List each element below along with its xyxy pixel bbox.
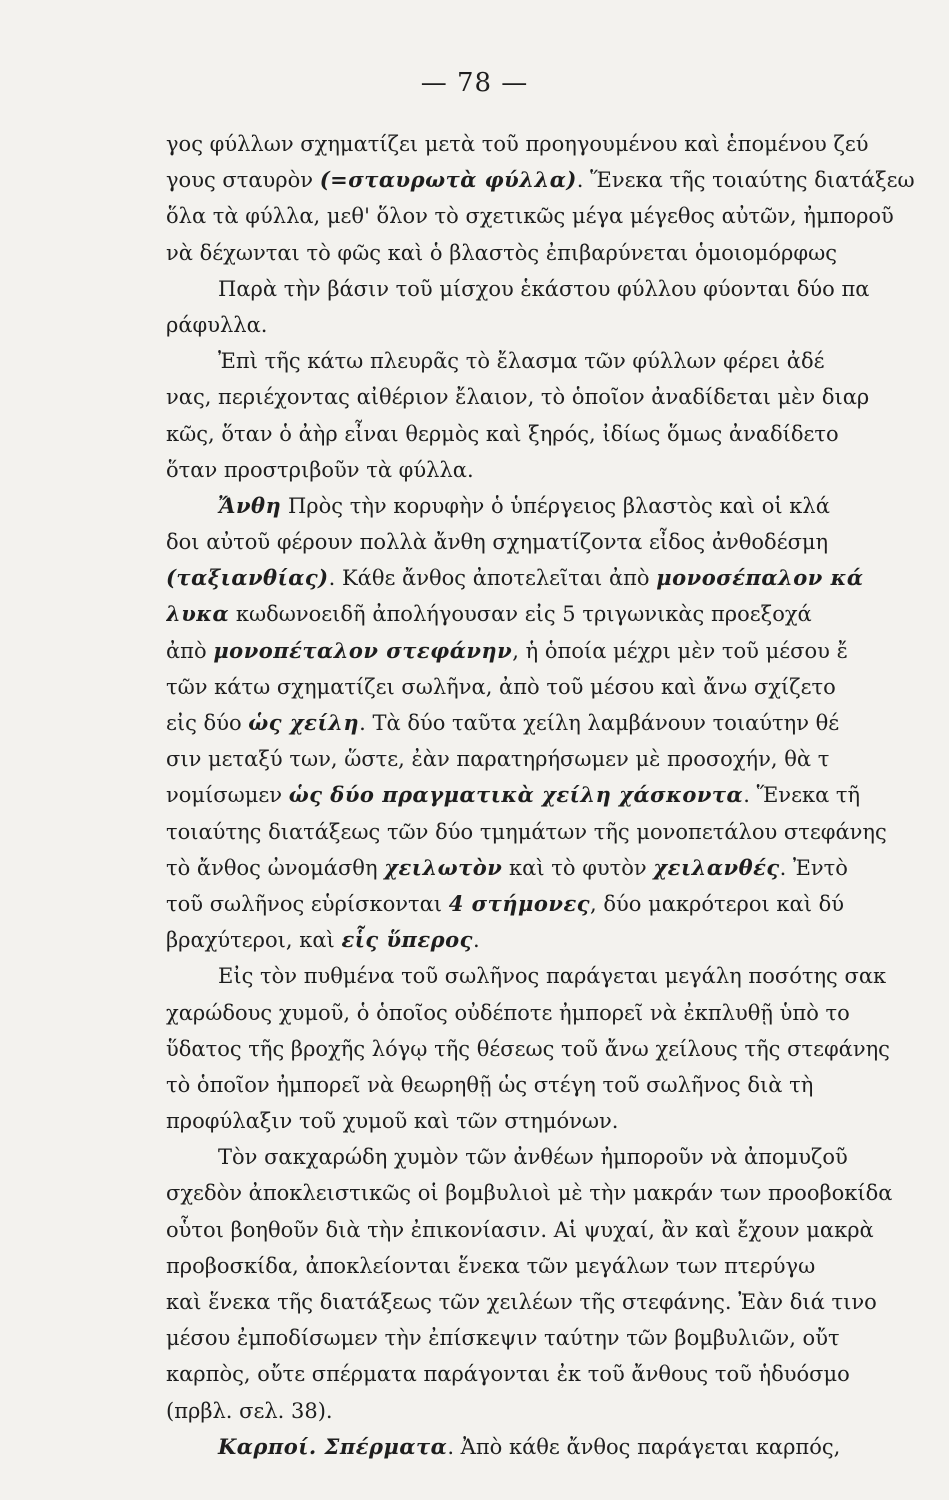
text-segment: τοιαύτης διατάξεως τῶν δύο τμημάτων τῆς μονοπετάλου στεφάνης <box>166 819 887 844</box>
text-segment: τοῦ σωλῆνος εὑρίσκονται <box>166 891 449 916</box>
text-line <box>166 1212 949 1248</box>
emphasized-text: χειλανθές <box>653 854 780 880</box>
text-segment: τὸ ὁποῖον ἠμπορεῖ νὰ θεωρηθῇ ὡς στέγη τοῦ σωλῆνος διὰ τὴ <box>166 1072 814 1097</box>
text-line <box>166 235 949 271</box>
text-line <box>166 705 949 741</box>
text-line <box>166 1067 949 1103</box>
text-segment: . Κάθε ἄνθος ἀποτελεῖται ἀπὸ <box>328 566 657 591</box>
emphasized-text: ὡς δύο πραγματικὰ χείλη χάσκοντα <box>288 782 744 808</box>
emphasized-text: ὡς χείλη <box>248 710 360 735</box>
text-segment: ράφυλλα. <box>166 312 268 337</box>
text-segment: Εἰς τὸν πυθμένα τοῦ σωλῆνος παράγεται μεγάλη ποσότης σακ <box>218 964 887 989</box>
text-segment: βραχύτεροι, καὶ <box>166 928 342 953</box>
text-line <box>166 560 949 596</box>
text-segment: νομίσωμεν <box>166 783 289 808</box>
text-line <box>166 669 949 705</box>
text-segment: σχεδὸν ἀποκλειστικῶς οἱ βομβυλιοὶ μὲ τὴν μακράν των προοβοκίδα <box>166 1181 893 1206</box>
text-line <box>166 1284 949 1320</box>
emphasized-text: εἷς ὕπερος <box>341 927 473 953</box>
text-line <box>166 958 949 994</box>
emphasized-text: (ταξιανθίας) <box>166 565 329 591</box>
emphasized-text: Καρποί. Σπέρματα <box>218 1433 448 1459</box>
text-segment: χαρώδους χυμοῦ, ὁ ὁποῖος οὐδέποτε ἠμπορεῖ νὰ ἐκπλυθῇ ὑπὸ το <box>166 1000 850 1025</box>
text-segment: νας, περιέχοντας αἰθέριον ἔλαιον, τὸ ὁποῖον ἀναδίδεται μὲν διαρ <box>166 385 870 410</box>
text-line <box>166 1175 949 1211</box>
text-segment: μέσου ἐμποδίσωμεν τὴν ἐπίσκεψιν ταύτην τῶν βομβυλιῶν, οὔτ <box>166 1326 840 1351</box>
text-segment: Παρὰ τὴν βάσιν τοῦ μίσχου ἑκάστου φύλλου φύονται δύο πα <box>218 276 870 301</box>
text-line <box>166 777 949 813</box>
text-segment: κωδωνοειδῆ ἀπολήγουσαν εἰς 5 τριγωνικὰς προεξοχά <box>229 602 812 627</box>
text-segment: γος φύλλων σχηματίζει μετὰ τοῦ προηγουμένου καὶ ἑπομένου ζεύ <box>166 132 869 156</box>
emphasized-text: 4 στήμονες <box>448 890 591 916</box>
text-segment: εἰς δύο <box>166 711 249 735</box>
text-line <box>166 307 949 343</box>
text-line <box>166 524 949 560</box>
text-line <box>166 1356 949 1392</box>
emphasized-text: χειλωτὸν <box>384 854 503 880</box>
text-line <box>166 633 949 669</box>
emphasized-text: λυκα <box>166 601 230 627</box>
text-line <box>166 886 949 922</box>
text-segment: . Ἕνεκα τῆ <box>743 783 861 808</box>
text-segment: Ἐπὶ τῆς κάτω πλευρᾶς τὸ ἔλασμα τῶν φύλλων φέρει ἀδέ <box>218 349 825 374</box>
text-line <box>166 198 949 234</box>
text-segment: προβοσκίδα, ἀποκλείονται ἕνεκα τῶν μεγάλων των πτερύγω <box>166 1253 816 1278</box>
text-line <box>166 922 949 958</box>
text-segment: προφύλαξιν τοῦ χυμοῦ καὶ τῶν στημόνων. <box>166 1109 619 1134</box>
text-segment: δοι αὐτοῦ φέρουν πολλὰ ἄνθη σχηματίζοντα εἶδος ἀνθοδέσμη <box>166 530 829 555</box>
text-segment: Τὸν σακχαρώδη χυμὸν τῶν ἀνθέων ἠμποροῦν νὰ ἀπομυζοῦ <box>218 1145 848 1170</box>
text-segment: . <box>472 928 480 953</box>
text-segment: ὕδατος τῆς βροχῆς λόγῳ τῆς θέσεως τοῦ ἄνω χείλους τῆς στεφάνης <box>166 1036 890 1061</box>
text-segment: καὶ ἕνεκα τῆς διατάξεως τῶν χειλέων τῆς στεφάνης. Ἐὰν διά τινο <box>166 1290 877 1314</box>
text-segment: ὅλα τὰ φύλλα, μεθ' ὅλον τὸ σχετικῶς μέγα μέγεθος αὐτῶν, ἠμποροῦ <box>166 204 894 229</box>
text-line <box>166 1031 949 1067</box>
text-line <box>166 1103 949 1139</box>
text-segment: σιν μεταξύ των, ὥστε, ἐὰν παρατηρήσωμεν μὲ προσοχήν, θὰ τ <box>166 747 830 772</box>
text-line <box>166 741 949 777</box>
text-line <box>166 1320 949 1356</box>
page-number: — 78 — <box>420 68 529 98</box>
text-line <box>166 814 949 850</box>
text-segment: ὅταν προστριβοῦν τὰ φύλλα. <box>166 457 474 482</box>
text-line <box>166 271 949 307</box>
body-text <box>166 126 949 1465</box>
emphasized-text: Ἄνθη <box>218 492 282 518</box>
text-segment: . Ἀπὸ κάθε ἄνθος παράγεται καρπός, <box>447 1434 841 1459</box>
text-line <box>166 488 949 524</box>
text-segment: . Ἕνεκα τῆς τοιαύτης διατάξεω <box>576 168 915 193</box>
text-line <box>166 452 949 488</box>
text-segment: γους σταυρὸν <box>166 168 320 193</box>
text-line <box>166 162 949 198</box>
text-line <box>166 1393 949 1429</box>
text-segment: κῶς, ὅταν ὁ ἀὴρ εἶναι θερμὸς καὶ ξηρός, ἰδίως ὅμως ἀναδίδετο <box>166 421 839 446</box>
text-segment: τὸ ἄνθος ὠνομάσθη <box>166 855 385 880</box>
text-line <box>166 416 949 452</box>
text-line <box>166 596 949 632</box>
text-segment: καρπὸς, οὔτε σπέρματα παράγονται ἐκ τοῦ ἄνθους τοῦ ἡδυόσμο <box>166 1362 850 1387</box>
text-segment: νὰ δέχωνται τὸ φῶς καὶ ὁ βλαστὸς ἐπιβαρύνεται ὁμοιομόρφως <box>166 240 837 265</box>
text-line <box>166 343 949 379</box>
text-line <box>166 1429 949 1465</box>
text-segment: , ἡ ὁποία μέχρι μὲν τοῦ μέσου ἔ <box>512 638 848 663</box>
text-segment: (πρβλ. σελ. 38). <box>166 1398 333 1423</box>
text-line <box>166 126 949 162</box>
text-segment: τῶν κάτω σχηματίζει σωλῆνα, ἀπὸ τοῦ μέσου καὶ ἄνω σχίζετο <box>166 674 836 699</box>
emphasized-text: μονοπέταλον στεφάνην <box>213 637 513 663</box>
text-segment: οὗτοι βοηθοῦν διὰ τὴν ἐπικονίασιν. Αἱ ψυχαί, ἂν καὶ ἔχουν μακρὰ <box>166 1217 874 1242</box>
text-line <box>166 995 949 1031</box>
text-segment: . Τὰ δύο ταῦτα χείλη λαμβάνουν τοιαύτην θέ <box>359 711 840 735</box>
emphasized-text: (=σταυρωτὰ φύλλα) <box>319 167 577 193</box>
text-line <box>166 379 949 415</box>
text-segment: Πρὸς τὴν κορυφὴν ὁ ὑπέργειος βλαστὸς καὶ οἱ κλά <box>281 493 830 518</box>
text-segment: ἀπὸ <box>166 638 214 663</box>
emphasized-text: μονοσέπαλον κά <box>656 565 864 591</box>
text-line <box>166 850 949 886</box>
text-line <box>166 1139 949 1175</box>
text-segment: . Ἐντὸ <box>779 855 848 880</box>
text-segment: καὶ τὸ φυτὸν <box>502 855 654 880</box>
text-segment: , δύο μακρότεροι καὶ δύ <box>590 891 845 916</box>
text-line <box>166 1248 949 1284</box>
